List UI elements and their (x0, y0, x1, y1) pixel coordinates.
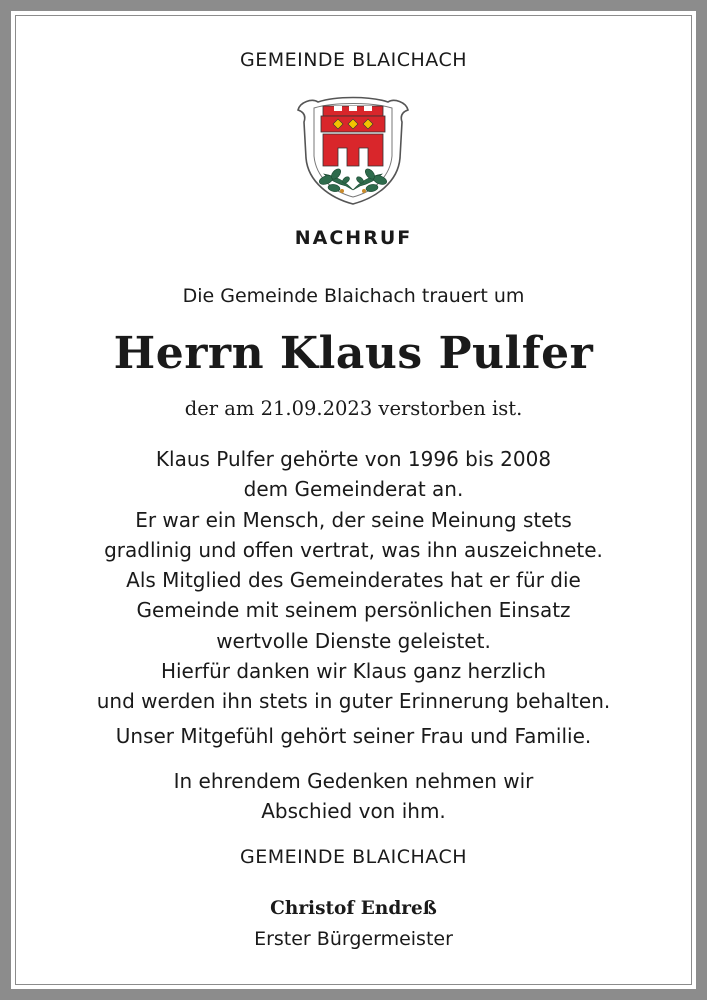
coat-of-arms-icon (296, 94, 410, 206)
farewell-text (0, 766, 707, 826)
tribute-line: Hierfür danken wir Klaus ganz herzlich (160, 659, 547, 684)
obituary-heading: NACHRUF (294, 227, 413, 249)
sympathy-line: Unser Mitgefühl gehört seiner Frau und Familie. (115, 724, 592, 748)
tribute-line: Als Mitglied des Gemeinderates hat er für die (126, 568, 581, 593)
signer-title: Erster Bürgermeister (254, 928, 453, 950)
farewell-line: In ehrendem Gedenken nehmen wir (173, 769, 534, 793)
deceased-name: Herrn Klaus Pulfer (113, 328, 594, 379)
tribute-text (0, 444, 707, 717)
tribute-line: Gemeinde mit seinem persönlichen Einsatz (136, 598, 571, 623)
tribute-line: wertvolle Dienste geleistet. (216, 628, 491, 653)
signer-name: Christof Endreß (270, 898, 437, 919)
header-municipality: GEMEINDE BLAICHACH (239, 49, 468, 71)
mourning-intro: Die Gemeinde Blaichach trauert um (182, 285, 525, 307)
tribute-line: Er war ein Mensch, der seine Meinung stets (135, 507, 572, 532)
farewell-line: Abschied von ihm. (261, 799, 446, 823)
tribute-line: Klaus Pulfer gehörte von 1996 bis 2008 (155, 447, 552, 471)
death-date-line: der am 21.09.2023 verstorben ist. (184, 397, 523, 420)
tribute-line: dem Gemeinderat an. (243, 477, 464, 502)
tribute-line: gradlinig und offen vertrat, was ihn auszeichnete. (104, 537, 603, 562)
tribute-line: und werden ihn stets in guter Erinnerung behalten. (96, 689, 611, 714)
footer-municipality: GEMEINDE BLAICHACH (239, 846, 468, 868)
